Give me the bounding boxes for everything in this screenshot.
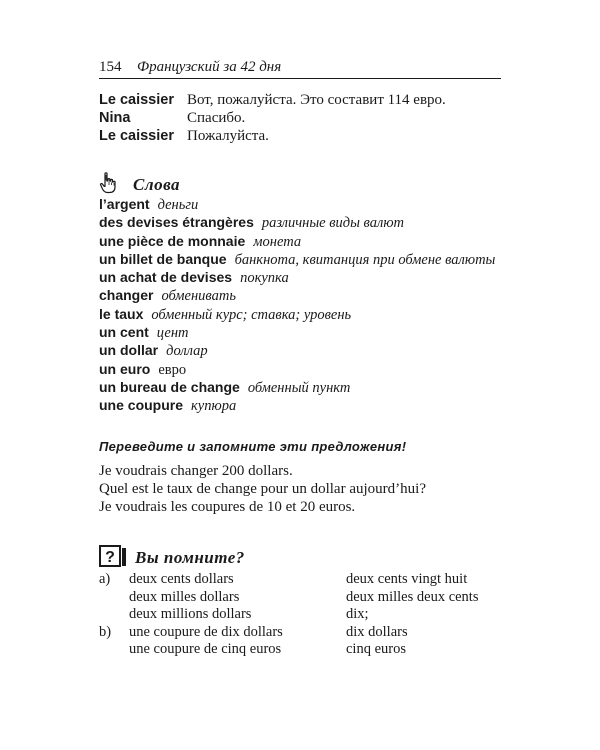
- dialogue-line: [99, 109, 519, 127]
- header-rule: [99, 78, 501, 79]
- russian-translation: различные виды валют: [261, 215, 405, 232]
- french-term: une coupure: [99, 397, 184, 414]
- speaker: Nina: [99, 110, 131, 126]
- book-title: Французский за 42 дня: [137, 59, 282, 75]
- right-phrase: deux cents vingt huit: [346, 571, 468, 587]
- french-term: un bureau de change: [99, 378, 240, 395]
- vocabulary-title: Слова: [133, 175, 181, 194]
- russian-translation: цент: [156, 325, 189, 342]
- french-term: une pièce de monnaie: [99, 232, 246, 249]
- line-text: Вот, пожалуйста. Это составит 114 евро.: [187, 92, 446, 108]
- remember-title: Вы помните?: [135, 548, 245, 567]
- french-term: l’argent: [99, 196, 150, 212]
- french-term: un cent: [99, 324, 149, 341]
- sentence: Je voudrais changer 200 dollars.: [99, 463, 293, 479]
- remember-exercise: [99, 571, 519, 659]
- left-phrase: une coupure de dix dollars: [129, 623, 283, 640]
- french-term: le taux: [99, 305, 144, 322]
- right-phrase: deux milles deux cents: [346, 588, 479, 605]
- right-phrase: cinq euros: [346, 641, 406, 657]
- russian-translation: деньги: [157, 197, 199, 213]
- question-box-icon: [99, 545, 121, 567]
- russian-translation: обменный пункт: [247, 379, 351, 396]
- speaker: Le caissier: [99, 92, 174, 108]
- french-term: un billet de banque: [99, 250, 227, 267]
- russian-translation: купюра: [191, 398, 237, 415]
- dialogue: [99, 91, 519, 145]
- exercise-row: [99, 589, 519, 607]
- vocab-entry: [99, 214, 519, 232]
- speaker: Le caissier: [99, 128, 174, 144]
- vocab-entry: [99, 342, 519, 360]
- page-number: 154: [99, 59, 122, 75]
- french-term: un dollar: [99, 342, 159, 359]
- russian-translation: монета: [253, 233, 302, 250]
- vocab-entry: [99, 361, 519, 379]
- left-phrase: deux milles dollars: [129, 588, 240, 605]
- left-phrase: une coupure de cinq euros: [129, 641, 282, 657]
- right-phrase: dix dollars: [346, 623, 408, 640]
- vocab-entry: [99, 287, 519, 305]
- french-term: un achat de devises: [99, 269, 233, 286]
- exercise-row: [99, 606, 519, 624]
- french-term: changer: [99, 287, 154, 304]
- vocab-entry: [99, 397, 519, 415]
- dialogue-line: [99, 91, 519, 109]
- russian-translation: евро: [158, 361, 187, 378]
- line-text: Пожалуйста.: [187, 128, 269, 144]
- item-label: a): [99, 571, 111, 587]
- russian-translation: обменный курс; ставка; уровень: [151, 306, 352, 323]
- vocabulary-list: [99, 196, 519, 416]
- russian-translation: обменивать: [161, 288, 236, 305]
- vocab-entry: [99, 269, 519, 287]
- item-label: b): [99, 623, 112, 640]
- russian-translation: банкнота, квитанция при обмене валюты: [234, 251, 496, 268]
- translate-section-title: Переведите и запомните эти предложения!: [99, 439, 407, 454]
- exercise-row: [99, 624, 519, 642]
- exercise-row: [99, 571, 519, 589]
- line-text: Спасибо.: [187, 110, 246, 126]
- left-phrase: deux millions dollars: [129, 606, 252, 622]
- russian-translation: покупка: [240, 270, 289, 287]
- vocab-entry: [99, 324, 519, 342]
- right-phrase: dix;: [346, 606, 369, 622]
- russian-translation: доллар: [166, 343, 208, 360]
- vocab-entry: [99, 233, 519, 251]
- left-phrase: deux cents dollars: [129, 571, 234, 587]
- box-shadow-bar: [122, 548, 127, 566]
- exercise-row: [99, 641, 519, 659]
- vocab-entry: [99, 379, 519, 397]
- pointing-hand-icon: [99, 172, 117, 194]
- practice-sentences: [99, 462, 519, 516]
- dialogue-line: [99, 127, 519, 145]
- vocab-entry: [99, 306, 519, 324]
- french-term: un euro: [99, 360, 151, 377]
- french-term: des devises étrangères: [99, 214, 254, 231]
- question-glyph: ?: [105, 549, 115, 566]
- vocab-entry: [99, 196, 519, 214]
- sentence: Quel est le taux de change pour un dollar aujourd’hui?: [99, 481, 426, 497]
- sentence: Je voudrais les coupures de 10 et 20 euros.: [99, 499, 356, 515]
- running-header: [99, 59, 501, 79]
- vocab-entry: [99, 251, 519, 269]
